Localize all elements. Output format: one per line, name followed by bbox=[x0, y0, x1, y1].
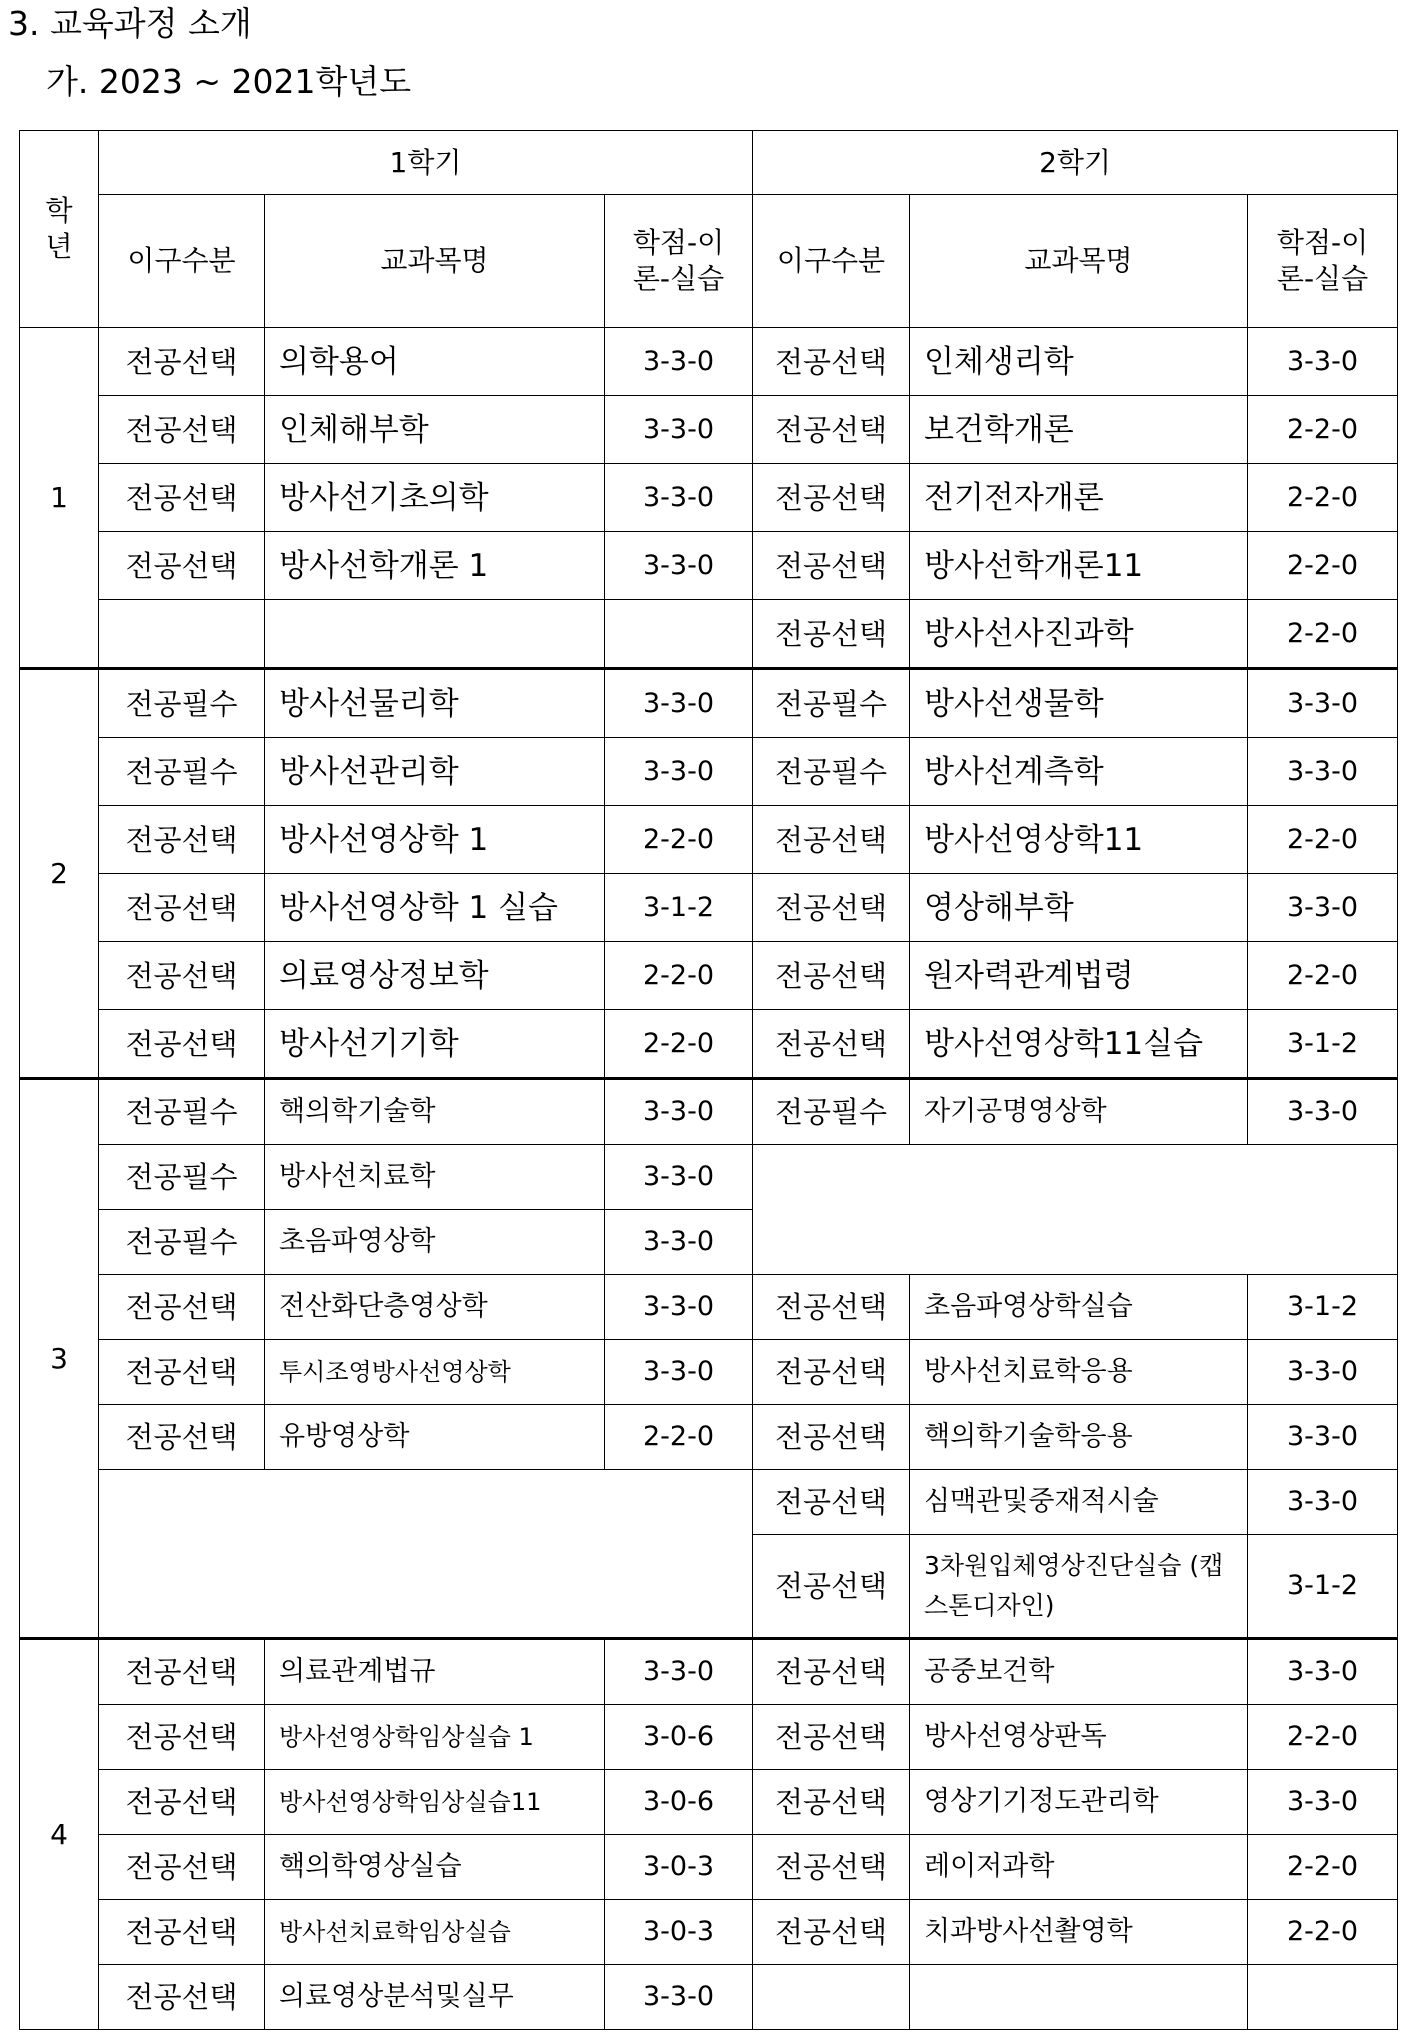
table-row bbox=[20, 1340, 1398, 1405]
header-semester-2: 2학기 bbox=[753, 131, 1398, 195]
type-cell: 전공필수 bbox=[99, 1210, 265, 1275]
type-cell: 전공필수 bbox=[753, 1079, 910, 1145]
credits-cell: 3-3-0 bbox=[1248, 1405, 1398, 1470]
type-cell: 전공선택 bbox=[753, 1535, 910, 1639]
header-credits-2 bbox=[1248, 195, 1398, 328]
course-cell: 방사선치료학응용 bbox=[910, 1340, 1248, 1405]
table-row bbox=[20, 1145, 1398, 1210]
course-cell: 방사선학개론11 bbox=[910, 532, 1248, 600]
course-cell: 전산화단층영상학 bbox=[265, 1275, 605, 1340]
type-cell: 전공선택 bbox=[753, 1010, 910, 1079]
type-cell: 전공선택 bbox=[753, 1405, 910, 1470]
table-row bbox=[20, 1275, 1398, 1340]
table-row bbox=[20, 1010, 1398, 1079]
table-row bbox=[20, 942, 1398, 1010]
header-row-semesters bbox=[20, 131, 1398, 195]
course-cell: 방사선영상학임상실습 1 bbox=[265, 1705, 605, 1770]
credits-cell: 3-0-6 bbox=[605, 1705, 753, 1770]
credits-cell: 3-3-0 bbox=[605, 1210, 753, 1275]
header-credits-2-text: 학점-이론-실습 bbox=[1276, 226, 1369, 295]
type-cell: 전공선택 bbox=[99, 942, 265, 1010]
table-row bbox=[20, 600, 1398, 669]
type-cell: 전공선택 bbox=[753, 942, 910, 1010]
credits-cell: 2-2-0 bbox=[605, 1405, 753, 1470]
course-cell: 의료영상분석및실무 bbox=[265, 1965, 605, 2030]
type-cell: 전공선택 bbox=[99, 396, 265, 464]
credits-cell: 3-0-3 bbox=[605, 1835, 753, 1900]
credits-cell: 2-2-0 bbox=[1248, 532, 1398, 600]
header-course-1: 교과목명 bbox=[265, 195, 605, 328]
credits-cell: 3-3-0 bbox=[605, 1340, 753, 1405]
table-row bbox=[20, 1639, 1398, 1705]
type-cell-empty bbox=[753, 1965, 910, 2030]
course-cell: 인체생리학 bbox=[910, 328, 1248, 396]
type-cell: 전공선택 bbox=[753, 464, 910, 532]
type-cell: 전공필수 bbox=[753, 669, 910, 738]
header-year-text: 학년 bbox=[45, 194, 73, 263]
course-cell: 방사선물리학 bbox=[265, 669, 605, 738]
course-cell: 초음파영상학 bbox=[265, 1210, 605, 1275]
course-cell: 레이저과학 bbox=[910, 1835, 1248, 1900]
year-label: 2 bbox=[20, 669, 99, 1079]
year-label: 3 bbox=[20, 1079, 99, 1639]
course-cell: 공중보건학 bbox=[910, 1639, 1248, 1705]
table-row bbox=[20, 1965, 1398, 2030]
course-cell: 방사선학개론 1 bbox=[265, 532, 605, 600]
table-row bbox=[20, 1835, 1398, 1900]
course-cell: 방사선생물학 bbox=[910, 669, 1248, 738]
credits-cell: 2-2-0 bbox=[1248, 396, 1398, 464]
type-cell: 전공필수 bbox=[753, 738, 910, 806]
table-row bbox=[20, 738, 1398, 806]
course-cell: 방사선치료학 bbox=[265, 1145, 605, 1210]
credits-cell-empty bbox=[1248, 1965, 1398, 2030]
credits-cell: 3-3-0 bbox=[605, 738, 753, 806]
type-cell: 전공필수 bbox=[99, 1079, 265, 1145]
type-cell: 전공선택 bbox=[99, 1770, 265, 1835]
course-cell: 의료관계법규 bbox=[265, 1639, 605, 1705]
course-cell: 방사선영상학11실습 bbox=[910, 1010, 1248, 1079]
table-row bbox=[20, 1900, 1398, 1965]
empty-block bbox=[753, 1145, 1398, 1275]
course-cell: 방사선계측학 bbox=[910, 738, 1248, 806]
type-cell: 전공선택 bbox=[753, 532, 910, 600]
section-subheading: 가. 2023 ~ 2021학년도 bbox=[46, 62, 412, 101]
credits-cell: 3-3-0 bbox=[1248, 1079, 1398, 1145]
page-heading: 3. 교육과정 소개 bbox=[8, 4, 252, 43]
type-cell: 전공선택 bbox=[753, 1705, 910, 1770]
header-course-2: 교과목명 bbox=[910, 195, 1248, 328]
credits-cell: 3-3-0 bbox=[605, 669, 753, 738]
course-cell: 투시조영방사선영상학 bbox=[265, 1340, 605, 1405]
credits-cell: 2-2-0 bbox=[1248, 806, 1398, 874]
type-cell: 전공선택 bbox=[753, 600, 910, 669]
table-row bbox=[20, 532, 1398, 600]
type-cell: 전공선택 bbox=[753, 1835, 910, 1900]
table-row bbox=[20, 1079, 1398, 1145]
course-cell-empty bbox=[910, 1965, 1248, 2030]
empty-block bbox=[99, 1470, 753, 1639]
credits-cell: 2-2-0 bbox=[1248, 1900, 1398, 1965]
course-cell: 영상기기정도관리학 bbox=[910, 1770, 1248, 1835]
type-cell-empty bbox=[99, 600, 265, 669]
type-cell: 전공선택 bbox=[753, 806, 910, 874]
credits-cell: 2-2-0 bbox=[1248, 942, 1398, 1010]
credits-cell-empty bbox=[605, 600, 753, 669]
header-type-1: 이구수분 bbox=[99, 195, 265, 328]
credits-cell: 3-3-0 bbox=[1248, 738, 1398, 806]
course-cell: 핵의학기술학 bbox=[265, 1079, 605, 1145]
type-cell: 전공선택 bbox=[99, 1275, 265, 1340]
credits-cell: 3-1-2 bbox=[1248, 1535, 1398, 1639]
credits-cell: 3-3-0 bbox=[605, 1639, 753, 1705]
credits-cell: 3-3-0 bbox=[1248, 1639, 1398, 1705]
type-cell: 전공선택 bbox=[753, 1275, 910, 1340]
header-semester-1: 1학기 bbox=[99, 131, 753, 195]
table-row bbox=[20, 874, 1398, 942]
header-year bbox=[20, 131, 99, 328]
course-cell: 방사선사진과학 bbox=[910, 600, 1248, 669]
credits-cell: 2-2-0 bbox=[605, 806, 753, 874]
course-cell: 방사선영상판독 bbox=[910, 1705, 1248, 1770]
credits-cell: 3-1-2 bbox=[1248, 1275, 1398, 1340]
credits-cell: 3-3-0 bbox=[605, 328, 753, 396]
type-cell: 전공선택 bbox=[753, 1900, 910, 1965]
credits-cell: 3-1-2 bbox=[1248, 1010, 1398, 1079]
type-cell: 전공필수 bbox=[99, 669, 265, 738]
year-label: 4 bbox=[20, 1639, 99, 2030]
type-cell: 전공선택 bbox=[753, 328, 910, 396]
header-type-2: 이구수분 bbox=[753, 195, 910, 328]
course-cell: 의료영상정보학 bbox=[265, 942, 605, 1010]
credits-cell: 3-0-3 bbox=[605, 1900, 753, 1965]
type-cell: 전공선택 bbox=[99, 874, 265, 942]
course-cell: 치과방사선촬영학 bbox=[910, 1900, 1248, 1965]
credits-cell: 3-3-0 bbox=[1248, 669, 1398, 738]
course-cell: 초음파영상학실습 bbox=[910, 1275, 1248, 1340]
credits-cell: 3-3-0 bbox=[1248, 1770, 1398, 1835]
credits-cell: 2-2-0 bbox=[1248, 1705, 1398, 1770]
type-cell: 전공선택 bbox=[753, 1770, 910, 1835]
credits-cell: 2-2-0 bbox=[1248, 1835, 1398, 1900]
credits-cell: 2-2-0 bbox=[1248, 600, 1398, 669]
table-row bbox=[20, 464, 1398, 532]
credits-cell: 2-2-0 bbox=[605, 942, 753, 1010]
table-row bbox=[20, 806, 1398, 874]
credits-cell: 3-0-6 bbox=[605, 1770, 753, 1835]
credits-cell: 2-2-0 bbox=[605, 1010, 753, 1079]
credits-cell: 3-3-0 bbox=[605, 464, 753, 532]
course-cell: 영상해부학 bbox=[910, 874, 1248, 942]
course-cell: 방사선기기학 bbox=[265, 1010, 605, 1079]
credits-cell: 3-3-0 bbox=[605, 1079, 753, 1145]
course-cell: 방사선영상학 1 실습 bbox=[265, 874, 605, 942]
table-row bbox=[20, 669, 1398, 738]
type-cell: 전공선택 bbox=[753, 1639, 910, 1705]
credits-cell: 3-3-0 bbox=[1248, 1340, 1398, 1405]
type-cell: 전공선택 bbox=[99, 1639, 265, 1705]
credits-cell: 3-3-0 bbox=[1248, 1470, 1398, 1535]
course-cell: 3차원입체영상진단실습 (캡스톤디자인) bbox=[910, 1535, 1248, 1639]
header-row-columns bbox=[20, 195, 1398, 328]
credits-cell: 3-3-0 bbox=[605, 1145, 753, 1210]
type-cell: 전공선택 bbox=[753, 874, 910, 942]
table-row bbox=[20, 328, 1398, 396]
course-cell: 방사선영상학 1 bbox=[265, 806, 605, 874]
course-cell: 원자력관계법령 bbox=[910, 942, 1248, 1010]
type-cell: 전공선택 bbox=[99, 1705, 265, 1770]
header-credits-1 bbox=[605, 195, 753, 328]
credits-cell: 3-3-0 bbox=[605, 1965, 753, 2030]
course-cell: 유방영상학 bbox=[265, 1405, 605, 1470]
course-cell: 방사선관리학 bbox=[265, 738, 605, 806]
course-cell: 방사선치료학임상실습 bbox=[265, 1900, 605, 1965]
type-cell: 전공선택 bbox=[99, 1405, 265, 1470]
table-row bbox=[20, 396, 1398, 464]
course-cell: 자기공명영상학 bbox=[910, 1079, 1248, 1145]
type-cell: 전공필수 bbox=[99, 1145, 265, 1210]
year-label: 1 bbox=[20, 328, 99, 669]
curriculum-table bbox=[19, 130, 1398, 2030]
type-cell: 전공선택 bbox=[753, 1340, 910, 1405]
course-cell: 인체해부학 bbox=[265, 396, 605, 464]
table-row bbox=[20, 1405, 1398, 1470]
type-cell: 전공선택 bbox=[99, 1900, 265, 1965]
course-cell: 핵의학기술학응용 bbox=[910, 1405, 1248, 1470]
type-cell: 전공선택 bbox=[99, 328, 265, 396]
course-cell: 심맥관및중재적시술 bbox=[910, 1470, 1248, 1535]
course-cell: 핵의학영상실습 bbox=[265, 1835, 605, 1900]
type-cell: 전공선택 bbox=[753, 396, 910, 464]
header-credits-1-text: 학점-이론-실습 bbox=[632, 226, 725, 295]
course-cell: 보건학개론 bbox=[910, 396, 1248, 464]
table-row bbox=[20, 1470, 1398, 1535]
course-cell: 의학용어 bbox=[265, 328, 605, 396]
course-cell: 방사선영상학임상실습11 bbox=[265, 1770, 605, 1835]
table-row bbox=[20, 1770, 1398, 1835]
credits-cell: 2-2-0 bbox=[1248, 464, 1398, 532]
credits-cell: 3-3-0 bbox=[605, 396, 753, 464]
credits-cell: 3-3-0 bbox=[1248, 874, 1398, 942]
type-cell: 전공선택 bbox=[99, 1965, 265, 2030]
type-cell: 전공선택 bbox=[99, 532, 265, 600]
type-cell: 전공선택 bbox=[99, 1010, 265, 1079]
type-cell: 전공필수 bbox=[99, 738, 265, 806]
course-cell: 전기전자개론 bbox=[910, 464, 1248, 532]
type-cell: 전공선택 bbox=[99, 464, 265, 532]
type-cell: 전공선택 bbox=[99, 1835, 265, 1900]
type-cell: 전공선택 bbox=[753, 1470, 910, 1535]
credits-cell: 3-3-0 bbox=[605, 532, 753, 600]
course-cell: 방사선영상학11 bbox=[910, 806, 1248, 874]
table-row bbox=[20, 1705, 1398, 1770]
credits-cell: 3-3-0 bbox=[605, 1275, 753, 1340]
course-cell-empty bbox=[265, 600, 605, 669]
type-cell: 전공선택 bbox=[99, 1340, 265, 1405]
credits-cell: 3-3-0 bbox=[1248, 328, 1398, 396]
credits-cell: 3-1-2 bbox=[605, 874, 753, 942]
course-cell: 방사선기초의학 bbox=[265, 464, 605, 532]
type-cell: 전공선택 bbox=[99, 806, 265, 874]
